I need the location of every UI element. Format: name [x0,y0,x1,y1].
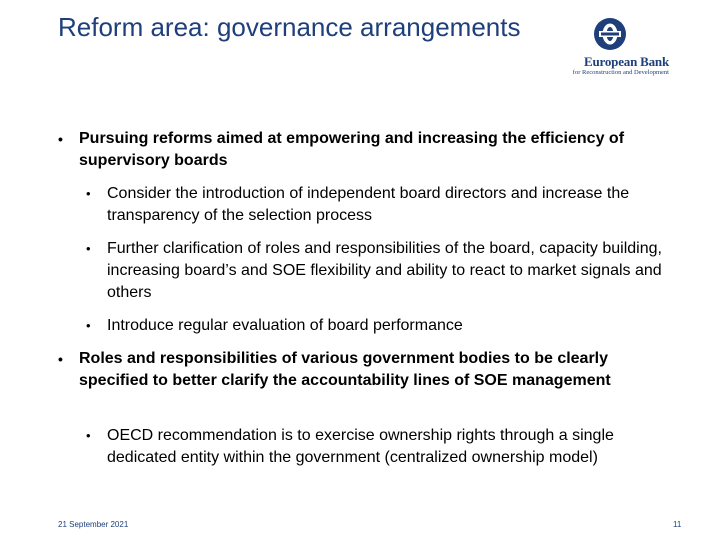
sub-bullet-1-3 [86,315,676,337]
sub-bullet-2-1 [86,425,676,469]
bullet-dot: • [58,131,63,147]
logo-name: European Bank [584,54,669,69]
bullet-1 [58,128,658,172]
footer-page-number: 11 [673,520,682,529]
sub-bullet-1-1 [86,183,676,227]
sub-bullet-1-2 [86,238,676,304]
bullet-text: Consider the introduction of independent board directors and increase the transparency of the selection process [107,185,630,224]
ebrd-logo-icon [593,16,627,52]
bullet-text: Introduce regular evaluation of board performance [107,317,463,334]
bullet-2 [58,348,658,392]
bullet-dot: • [58,351,63,367]
footer-date: 21 September 2021 [58,520,129,529]
bullet-text: Pursuing reforms aimed at empowering and increasing the efficiency of supervisory boards [79,130,625,169]
bullet-dot: • [86,241,91,256]
bullet-dot: • [86,428,91,443]
bullet-text: Further clarification of roles and responsibilities of the board, capacity building, increasing board’s and SOE flexibility and ability to react to market signals and others [107,240,662,301]
bullet-text: OECD recommendation is to exercise ownership rights through a single dedicated entity within the government (centralized ownership model) [107,427,614,466]
ebrd-logo [553,16,669,78]
bullet-dot: • [86,186,91,201]
bullet-text: Roles and responsibilities of various government bodies to be clearly specified to better clarify the accountability lines of SOE management [79,350,611,389]
logo-subtitle: for Reconstruction and Development [572,69,669,76]
slide-title: Reform area: governance arrangements [58,12,521,42]
bullet-dot: • [86,318,91,333]
